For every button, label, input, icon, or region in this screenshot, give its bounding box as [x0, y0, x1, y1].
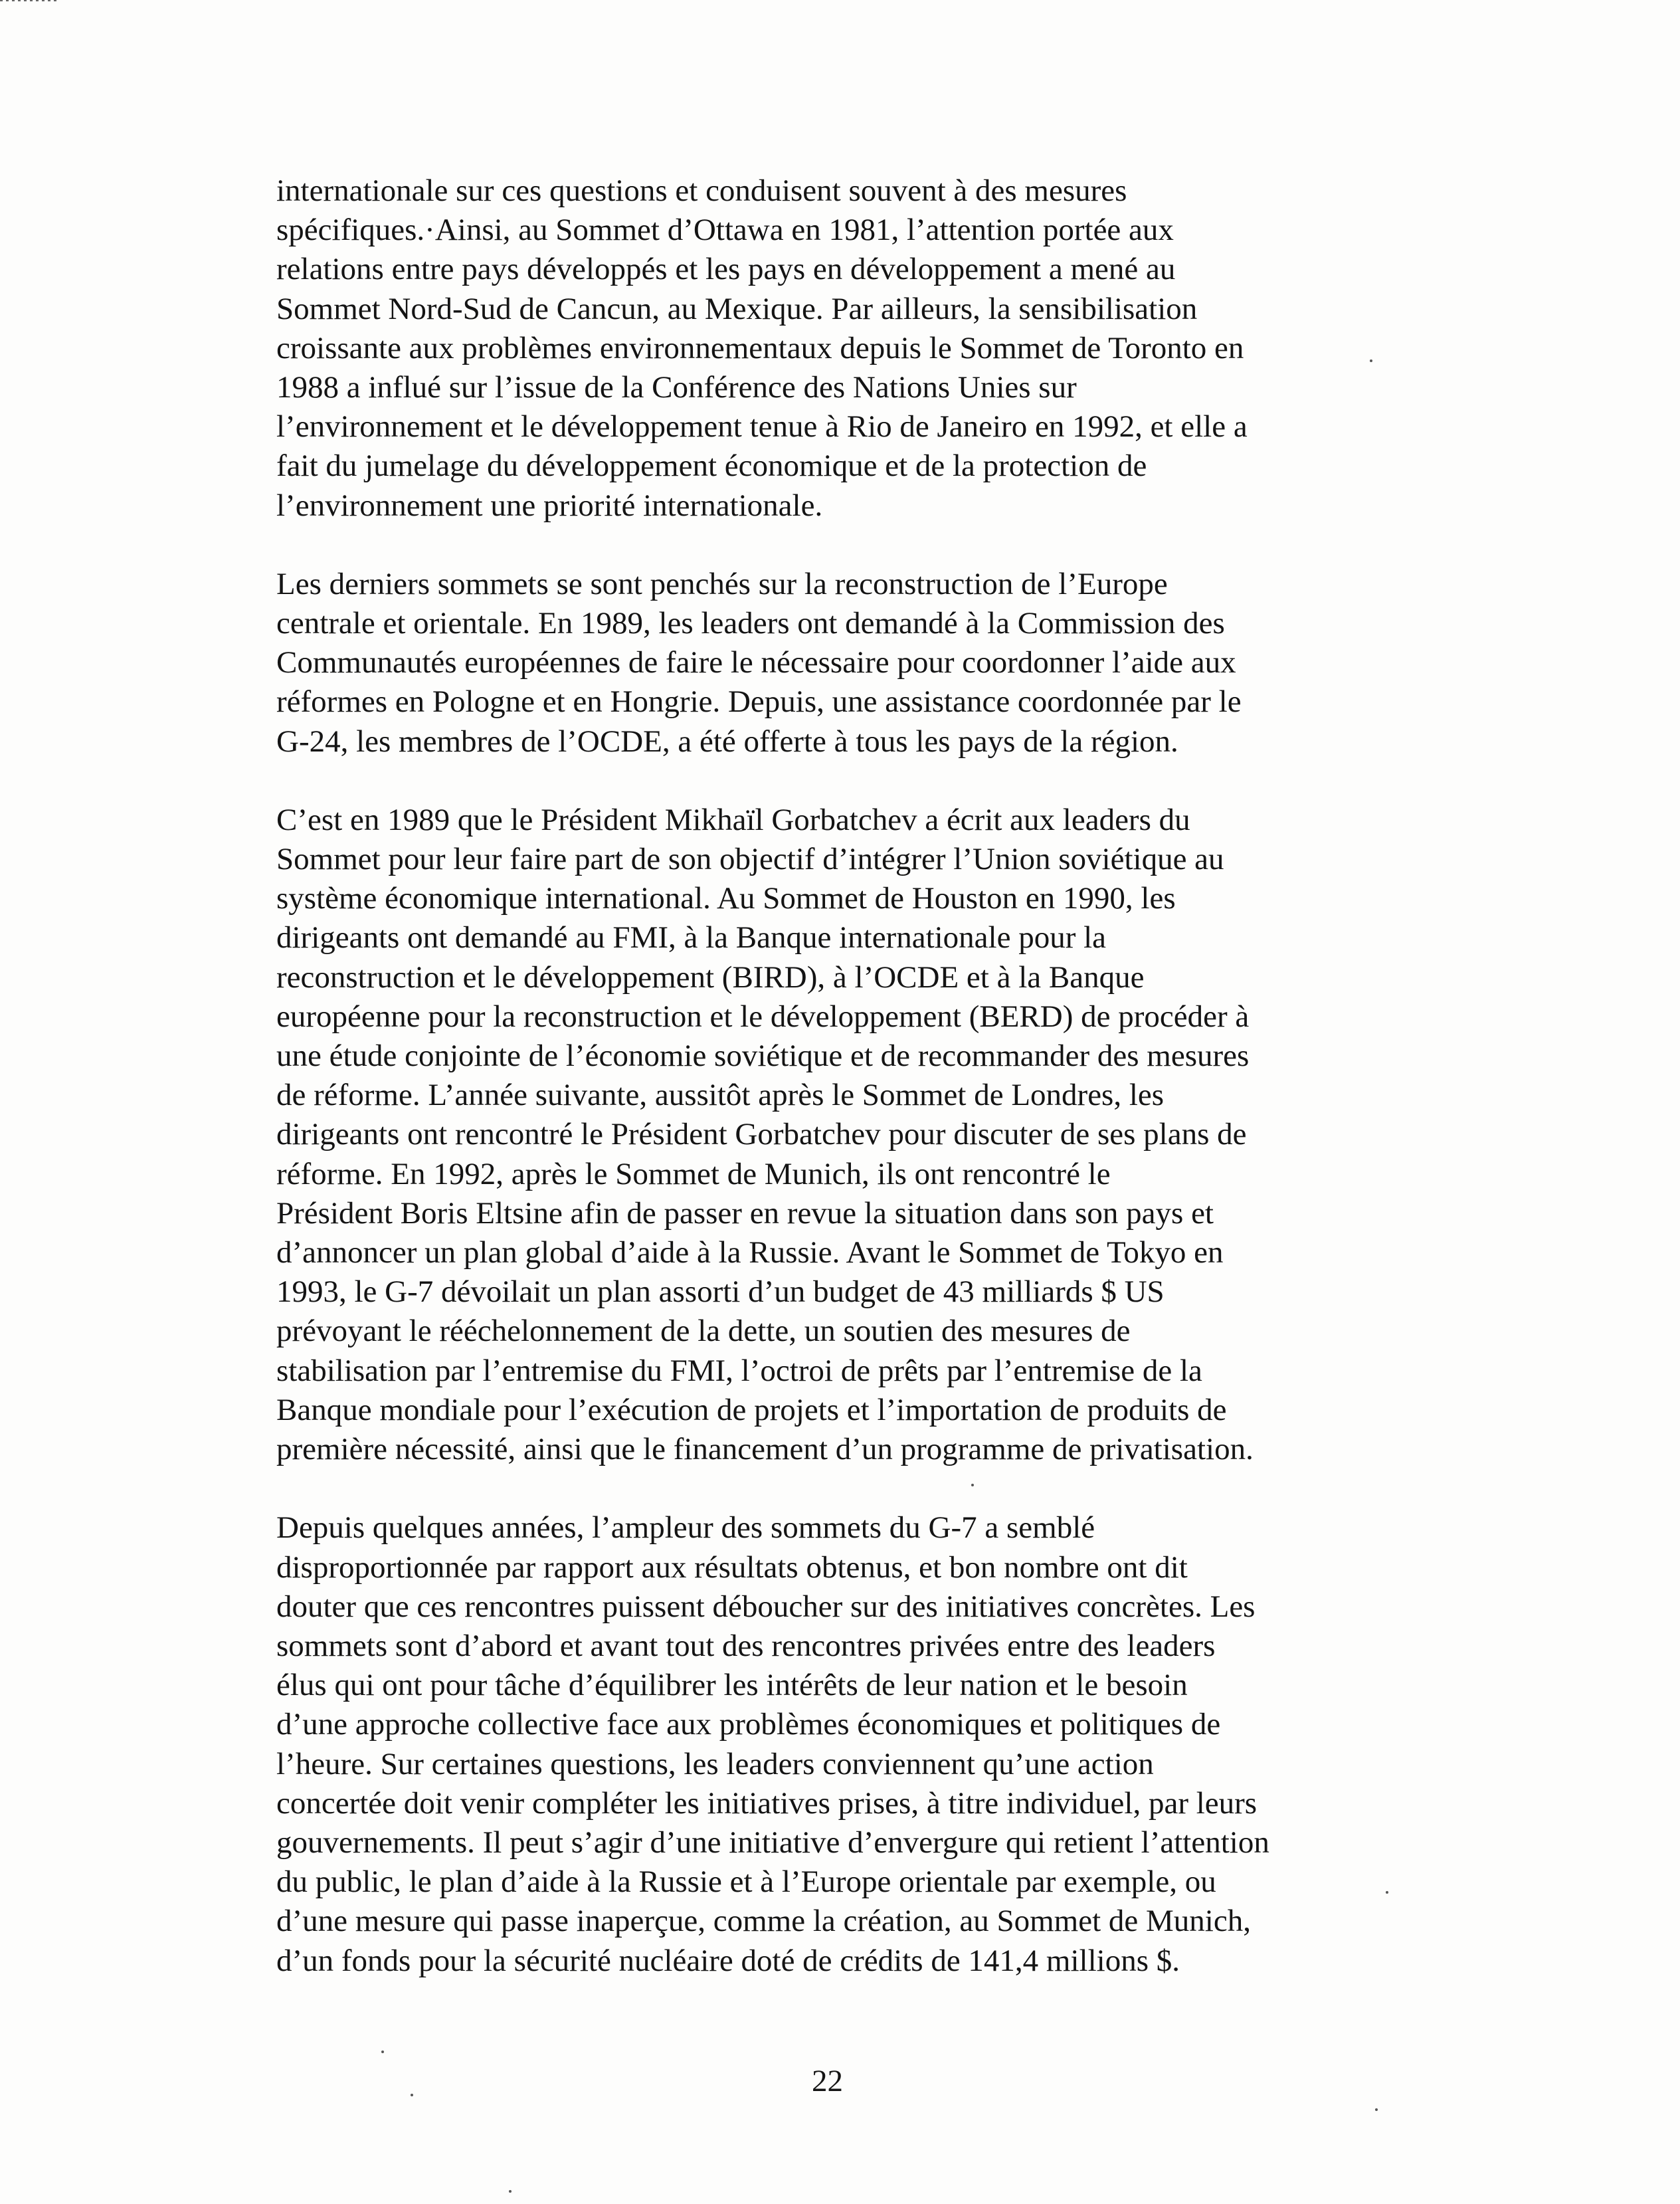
text-line: d’une mesure qui passe inaperçue, comme la création, au Sommet de Munich, [276, 1904, 1251, 1939]
scan-speck [1370, 359, 1372, 362]
text-line: concertée doit venir compléter les initiatives prises, à titre individuel, par leurs [276, 1785, 1258, 1821]
text-line: Les derniers sommets se sont penchés sur la reconstruction de l’Europe [276, 566, 1168, 601]
scan-mark [0, 0, 60, 1]
text-line: internationale sur ces questions et conduisent souvent à des mesures [276, 173, 1127, 208]
text-line: système économique international. Au Sommet de Houston en 1990, les [276, 881, 1176, 916]
text-line: dirigeants ont demandé au FMI, à la Banque internationale pour la [276, 920, 1107, 955]
text-line: Banque mondiale pour l’exécution de projets et l’importation de produits de [276, 1392, 1227, 1427]
text-line: Président Boris Eltsine afin de passer en revue la situation dans son pays et [276, 1195, 1214, 1231]
text-line: sommets sont d’abord et avant tout des rencontres privées entre des leaders [276, 1628, 1216, 1663]
text-line: C’est en 1989 que le Président Mikhaïl Gorbatchev a écrit aux leaders du [276, 802, 1190, 837]
text-line: l’environnement et le développement tenue à Rio de Janeiro en 1992, et elle a [276, 409, 1248, 445]
text-line: d’un fonds pour la sécurité nucléaire doté de crédits de 141,4 millions $. [276, 1943, 1180, 1978]
text-line: 1993, le G-7 dévoilait un plan assorti d’un budget de 43 milliards $ US [276, 1274, 1165, 1310]
text-line: spécifiques.·Ainsi, au Sommet d’Ottawa en 1981, l’attention portée aux [276, 213, 1174, 248]
text-line: fait du jumelage du développement économique et de la protection de [276, 449, 1147, 484]
text-line: reconstruction et le développement (BIRD), à l’OCDE et à la Banque [276, 959, 1145, 995]
text-line: élus qui ont pour tâche d’équilibrer les intérêts de leur nation et le besoin [276, 1668, 1188, 1703]
scan-speck [971, 1484, 974, 1486]
text-line: première nécessité, ainsi que le financement d’un programme de privatisation. [276, 1432, 1254, 1467]
text-line: G-24, les membres de l’OCDE, a été offerte à tous les pays de la région. [276, 724, 1178, 759]
text-line: croissante aux problèmes environnementaux depuis le Sommet de Toronto en [276, 330, 1244, 365]
text-line: de réforme. L’année suivante, aussitôt après le Sommet de Londres, les [276, 1078, 1165, 1113]
text-line: douter que ces rencontres puissent déboucher sur des initiatives concrètes. Les [276, 1589, 1256, 1624]
text-line: l’heure. Sur certaines questions, les leaders conviennent qu’une action [276, 1746, 1154, 1781]
text-line: européenne pour la reconstruction et le développement (BERD) de procéder à [276, 999, 1250, 1034]
scan-speck [411, 2094, 413, 2096]
text-line: Depuis quelques années, l’ampleur des sommets du G-7 a semblé [276, 1510, 1095, 1546]
text-line: d’une approche collective face aux problèmes économiques et politiques de [276, 1707, 1221, 1742]
text-line: relations entre pays développés et les pays en développement a mené au [276, 252, 1176, 287]
text-line: l’environnement une priorité internationale. [276, 488, 823, 523]
paragraph [276, 171, 1406, 526]
text-line: 1988 a influé sur l’issue de la Conférence des Nations Unies sur [276, 370, 1077, 405]
page-number: 22 [812, 2064, 843, 2098]
text-line: Communautés européennes de faire le nécessaire pour coordonner l’aide aux [276, 645, 1236, 680]
scan-speck [1386, 1891, 1388, 1894]
paragraph [276, 801, 1406, 1469]
text-line: du public, le plan d’aide à la Russie et à l’Europe orientale par exemple, ou [276, 1864, 1216, 1900]
text-line: Sommet pour leur faire part de son objectif d’intégrer l’Union soviétique au [276, 842, 1224, 877]
text-line: d’annoncer un plan global d’aide à la Russie. Avant le Sommet de Tokyo en [276, 1235, 1224, 1270]
text-line: réformes en Pologne et en Hongrie. Depuis, une assistance coordonnée par le [276, 684, 1242, 720]
body-text [276, 171, 1406, 1981]
text-line: une étude conjointe de l’économie soviétique et de recommander des mesures [276, 1039, 1250, 1074]
text-line: disproportionnée par rapport aux résultats obtenus, et bon nombre ont dit [276, 1550, 1188, 1585]
text-line: stabilisation par l’entremise du FMI, l’octroi de prêts par l’entremise de la [276, 1353, 1202, 1388]
scan-speck [509, 2190, 512, 2193]
text-line: dirigeants ont rencontré le Président Gorbatchev pour discuter de ses plans de [276, 1117, 1247, 1152]
text-line: Sommet Nord-Sud de Cancun, au Mexique. Par ailleurs, la sensibilisation [276, 291, 1198, 326]
text-line: centrale et orientale. En 1989, les leaders ont demandé à la Commission des [276, 606, 1225, 641]
text-line: gouvernements. Il peut s’agir d’une initiative d’envergure qui retient l’attention [276, 1825, 1269, 1860]
text-line: prévoyant le rééchelonnement de la dette, un soutien des mesures de [276, 1314, 1131, 1349]
text-line: réforme. En 1992, après le Sommet de Munich, ils ont rencontré le [276, 1156, 1111, 1191]
paragraph [276, 565, 1406, 761]
scan-speck [1375, 2108, 1378, 2111]
paragraph [276, 1508, 1406, 1980]
scan-speck [381, 2051, 384, 2053]
